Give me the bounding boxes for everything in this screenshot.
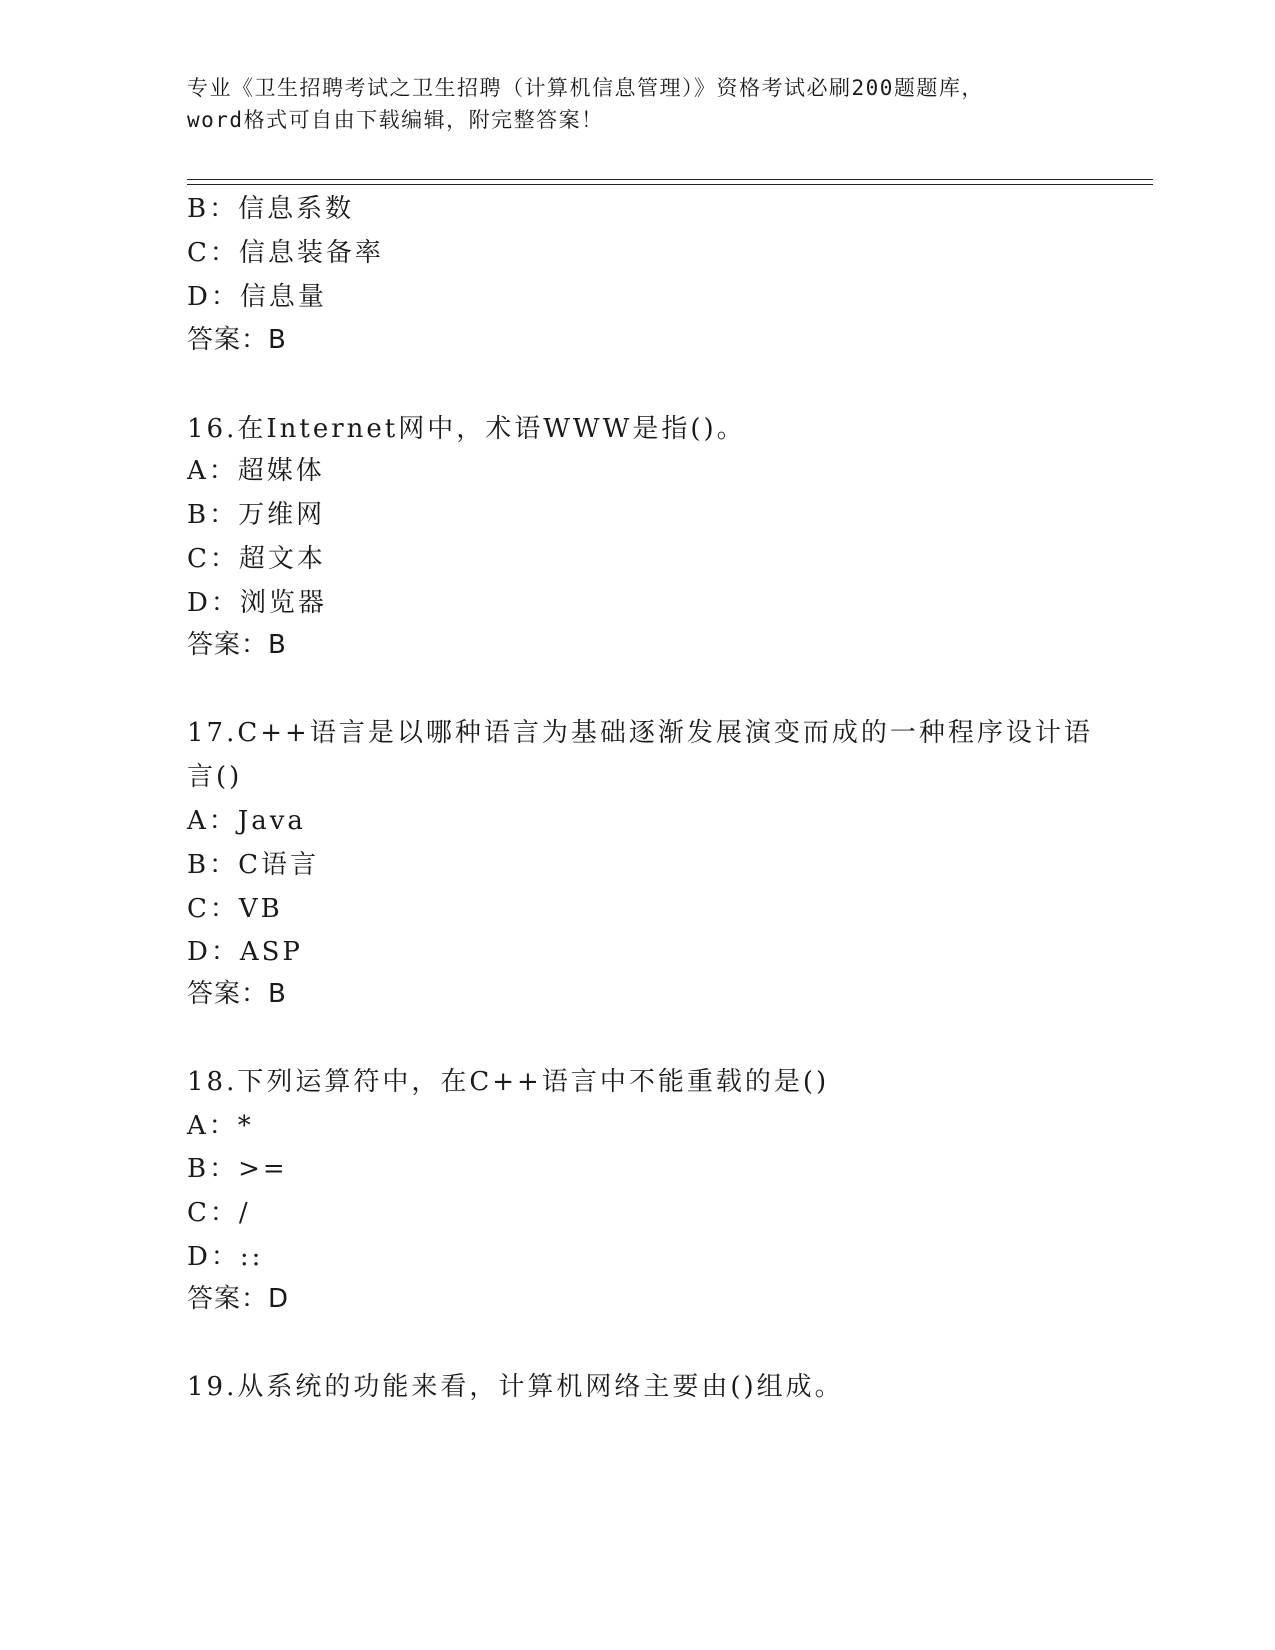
option-a: A：Java bbox=[187, 806, 306, 836]
question-19-stem: 19.从系统的功能来看，计算机网络主要由()组成。 bbox=[187, 1372, 844, 1402]
option-b: B：>= bbox=[187, 1154, 288, 1184]
question-18-stem: 18.下列运算符中，在C++语言中不能重载的是() bbox=[187, 1067, 830, 1097]
answer-label: 答案：B bbox=[187, 979, 287, 1009]
option-b: B：信息系数 bbox=[187, 194, 355, 224]
option-d: D：ASP bbox=[187, 937, 303, 967]
option-a: A：* bbox=[187, 1111, 254, 1141]
header-line-1: 专业《卫生招聘考试之卫生招聘（计算机信息管理）》资格考试必刷200题题库， bbox=[187, 76, 984, 100]
option-c: C：/ bbox=[187, 1198, 251, 1228]
answer-label: 答案：B bbox=[187, 325, 287, 355]
question-17-stem-cont: 言() bbox=[187, 762, 243, 792]
option-b: B：C语言 bbox=[187, 850, 320, 880]
option-d: D：信息量 bbox=[187, 282, 327, 312]
option-d: D：浏览器 bbox=[187, 588, 327, 618]
question-17-stem: 17.C++语言是以哪种语言为基础逐渐发展演变而成的一种程序设计语 bbox=[187, 718, 1093, 748]
option-c: C：VB bbox=[187, 894, 283, 924]
document-header bbox=[187, 72, 1087, 136]
question-16-stem: 16.在Internet网中，术语WWW是指()。 bbox=[187, 414, 746, 444]
option-d: D：:: bbox=[187, 1242, 264, 1272]
option-c: C：超文本 bbox=[187, 544, 326, 574]
option-c: C：信息装备率 bbox=[187, 238, 384, 268]
answer-label: 答案：D bbox=[187, 1284, 290, 1314]
answer-label: 答案：B bbox=[187, 630, 287, 660]
option-a: A：超媒体 bbox=[187, 456, 325, 486]
header-divider-top bbox=[187, 179, 1153, 180]
header-line-2: word格式可自由下载编辑，附完整答案！ bbox=[187, 108, 604, 132]
option-b: B：万维网 bbox=[187, 500, 326, 530]
header-divider-bottom bbox=[187, 184, 1153, 185]
